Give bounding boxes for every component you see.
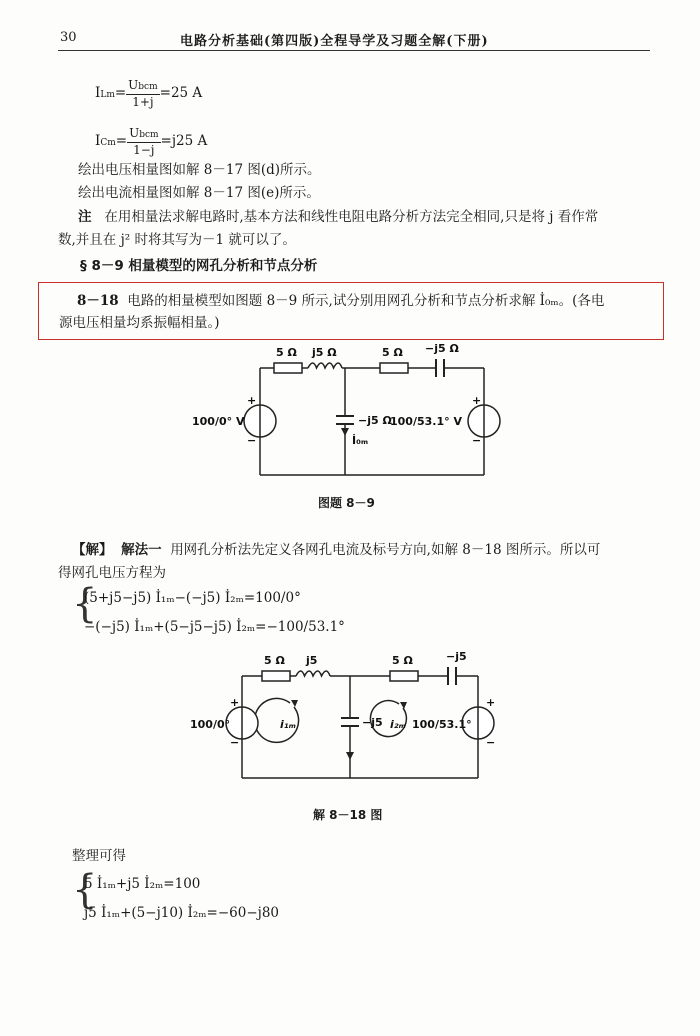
solution-line-1: 【解】 解法一 用网孔分析法先定义各网孔电流及标号方向,如解 8－18 图所示。所以可 [72,542,601,558]
problem-text-2: 源电压相量均系振幅相量。) [59,315,220,331]
label-c2: −j5 [446,650,467,663]
plus-sign: + [486,696,496,709]
mesh-1-label: i₁ₘ [280,718,296,731]
label-r1: 5 Ω [276,346,297,359]
mesh-2-label: i₂ₘ [390,718,406,731]
inductor-symbol [308,363,342,368]
minus-sign: − [472,434,482,447]
resistor-symbol [274,363,302,373]
label-i0: İ₀ₘ [352,434,369,447]
resistor-symbol [380,363,408,373]
minus-sign: − [247,434,257,447]
inductor-symbol [296,671,330,676]
current-arrow-icon [346,752,354,760]
figure-caption: 图题 8－9 [318,496,375,510]
capacitor-symbol [341,718,359,726]
label-l1: j5 Ω [312,346,337,359]
note-label: 注 [78,209,92,225]
capacitor-symbol [436,359,444,377]
label-src1: 100/0° [190,718,231,731]
label-src1: 100/0° V [192,415,245,428]
label-c-mid: −j5 Ω [358,414,392,427]
circuit-figure-8-18 [190,648,510,798]
label-r2: 5 Ω [392,654,413,667]
current-arrow-icon [341,428,349,436]
text-line: 绘出电流相量图如解 8－17 图(e)所示。 [78,185,320,201]
label-r2: 5 Ω [382,346,403,359]
plus-sign: + [230,696,240,709]
plus-sign: + [472,394,482,407]
note-line-2: 数,并且在 j² 时将其写为－1 就可以了。 [58,232,296,248]
text-line: 绘出电压相量图如解 8－17 图(d)所示。 [78,162,321,178]
label-c2: −j5 Ω [425,342,459,355]
circuit-figure-8-9 [190,340,510,490]
problem-number: 8－18 [77,293,119,309]
equation-1: (5+j5−j5) İ₁ₘ−(−j5) İ₂ₘ=100/0° [84,590,301,606]
resistor-symbol [262,671,290,681]
label-r1: 5 Ω [264,654,285,667]
label-src2: 100/53.1° [412,718,472,731]
label-src2: 100/53.1° V [390,415,462,428]
note-line-1: 注 在用相量法求解电路时,基本方法和线性电阻电路分析方法完全相同,只是将 j 看作常 [78,209,599,225]
left-brace: { [72,581,98,627]
arrange-text: 整理可得 [72,848,126,864]
capacitor-symbol [336,416,354,424]
header-rule [58,50,650,51]
solution-label: 【解】 [72,542,113,558]
solution-line-2: 得网孔电压方程为 [58,565,166,581]
plus-sign: + [247,394,257,407]
left-brace: { [72,867,98,913]
equation-3: 5 İ₁ₘ+j5 İ₂ₘ=100 [84,876,201,892]
problem-box [38,282,664,340]
equation-4: j5 İ₁ₘ+(5−j10) İ₂ₘ=−60−j80 [84,905,279,921]
mesh-arrow-icon [400,702,407,709]
page-number: 30 [60,30,77,45]
resistor-symbol [390,671,418,681]
mesh-arrow-icon [291,700,298,707]
capacitor-symbol [448,667,456,685]
label-l1: j5 [306,654,318,667]
formula-i-cm: ICm= $\frac{\text{Ubcm}}{1-j}$ =j25 A [95,126,208,157]
solution-method: 解法一 [121,542,162,558]
equation-2: −(−j5) İ₁ₘ+(5−j5−j5) İ₂ₘ=−100/53.1° [84,619,345,635]
label-c-mid: −j5 [362,716,383,729]
minus-sign: − [230,736,240,749]
figure-caption: 解 8－18 图 [313,808,383,822]
minus-sign: − [486,736,496,749]
problem-text: 电路的相量模型如图题 8－9 所示,试分别用网孔分析和节点分析求解 İ₀ₘ。(各电 [127,293,605,309]
formula-i-lm: ILm= $\frac{\text{Ubcm}}{1+j}$ =25 A [95,78,203,109]
section-title: § 8－9 相量模型的网孔分析和节点分析 [80,258,318,274]
running-title: 电路分析基础(第四版)全程导学及习题全解(下册) [180,34,489,49]
